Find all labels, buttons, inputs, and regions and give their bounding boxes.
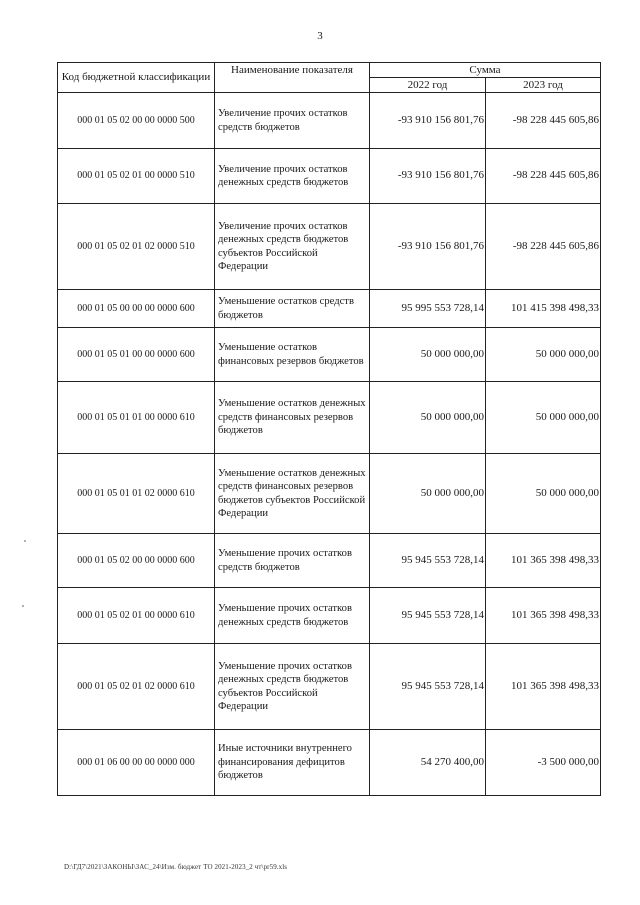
cell-value-2023: 101 415 398 498,33 (486, 290, 601, 328)
cell-code: 000 01 05 02 01 02 0000 510 (58, 204, 215, 290)
cell-code: 000 01 05 02 00 00 0000 500 (58, 93, 215, 149)
cell-value-2022: 50 000 000,00 (370, 454, 486, 534)
cell-value-2022: 54 270 400,00 (370, 730, 486, 796)
header-name: Наименование показателя (215, 63, 370, 93)
header-year-2023: 2023 год (486, 78, 601, 93)
cell-code: 000 01 05 01 01 02 0000 610 (58, 454, 215, 534)
budget-table (57, 62, 601, 796)
cell-value-2023: -98 228 445 605,86 (486, 149, 601, 204)
cell-code: 000 01 05 02 00 00 0000 600 (58, 534, 215, 588)
cell-name: Уменьшение прочих остатков денежных средств бюджетов субъектов Российской Федерации (215, 644, 370, 730)
cell-value-2023: 50 000 000,00 (486, 328, 601, 382)
scan-speck (24, 540, 26, 542)
table-row (58, 93, 601, 149)
cell-code: 000 01 05 01 01 00 0000 610 (58, 382, 215, 454)
cell-value-2022: 50 000 000,00 (370, 382, 486, 454)
cell-value-2022: 95 945 553 728,14 (370, 644, 486, 730)
cell-value-2022: 50 000 000,00 (370, 328, 486, 382)
cell-name: Уменьшение остатков средств бюджетов (215, 290, 370, 328)
cell-name: Увеличение прочих остатков средств бюджетов (215, 93, 370, 149)
cell-code: 000 01 05 00 00 00 0000 600 (58, 290, 215, 328)
table-row (58, 290, 601, 328)
cell-value-2022: -93 910 156 801,76 (370, 93, 486, 149)
cell-value-2023: 101 365 398 498,33 (486, 534, 601, 588)
cell-name: Уменьшение прочих остатков денежных средств бюджетов (215, 588, 370, 644)
page-number: 3 (317, 30, 323, 42)
cell-value-2022: 95 945 553 728,14 (370, 588, 486, 644)
cell-value-2023: -98 228 445 605,86 (486, 204, 601, 290)
table-row (58, 328, 601, 382)
cell-value-2023: -98 228 445 605,86 (486, 93, 601, 149)
cell-name: Увеличение прочих остатков денежных средств бюджетов (215, 149, 370, 204)
cell-name: Уменьшение прочих остатков средств бюджетов (215, 534, 370, 588)
cell-code: 000 01 05 02 01 00 0000 610 (58, 588, 215, 644)
cell-value-2023: -3 500 000,00 (486, 730, 601, 796)
cell-code: 000 01 06 00 00 00 0000 000 (58, 730, 215, 796)
table-row (58, 588, 601, 644)
cell-name: Иные источники внутреннего финансирования дефицитов бюджетов (215, 730, 370, 796)
cell-name: Уменьшение остатков финансовых резервов бюджетов (215, 328, 370, 382)
cell-code: 000 01 05 02 01 00 0000 510 (58, 149, 215, 204)
header-sum: Сумма (370, 63, 601, 78)
file-path-footer: D:\ГД7\2021\ЗАКОНЫ\ЗАС_24\Изм. бюджет ТО 2021-2023_2 чт\pr59.xls (64, 863, 288, 871)
table-row (58, 644, 601, 730)
table-row (58, 454, 601, 534)
cell-value-2022: 95 945 553 728,14 (370, 534, 486, 588)
cell-value-2023: 101 365 398 498,33 (486, 644, 601, 730)
cell-value-2023: 50 000 000,00 (486, 454, 601, 534)
table-row (58, 204, 601, 290)
table-row (58, 382, 601, 454)
cell-value-2023: 101 365 398 498,33 (486, 588, 601, 644)
cell-value-2023: 50 000 000,00 (486, 382, 601, 454)
cell-code: 000 01 05 02 01 02 0000 610 (58, 644, 215, 730)
cell-name: Увеличение прочих остатков денежных средств бюджетов субъектов Российской Федерации (215, 204, 370, 290)
scan-speck (22, 605, 24, 607)
table-row (58, 534, 601, 588)
cell-value-2022: -93 910 156 801,76 (370, 204, 486, 290)
cell-value-2022: -93 910 156 801,76 (370, 149, 486, 204)
cell-code: 000 01 05 01 00 00 0000 600 (58, 328, 215, 382)
header-year-2022: 2022 год (370, 78, 486, 93)
table-row (58, 730, 601, 796)
cell-name: Уменьшение остатков денежных средств финансовых резервов бюджетов (215, 382, 370, 454)
table-row (58, 149, 601, 204)
header-code: Код бюджетной классификации (58, 63, 215, 93)
cell-name: Уменьшение остатков денежных средств финансовых резервов бюджетов субъектов Российской Федерации (215, 454, 370, 534)
cell-value-2022: 95 995 553 728,14 (370, 290, 486, 328)
